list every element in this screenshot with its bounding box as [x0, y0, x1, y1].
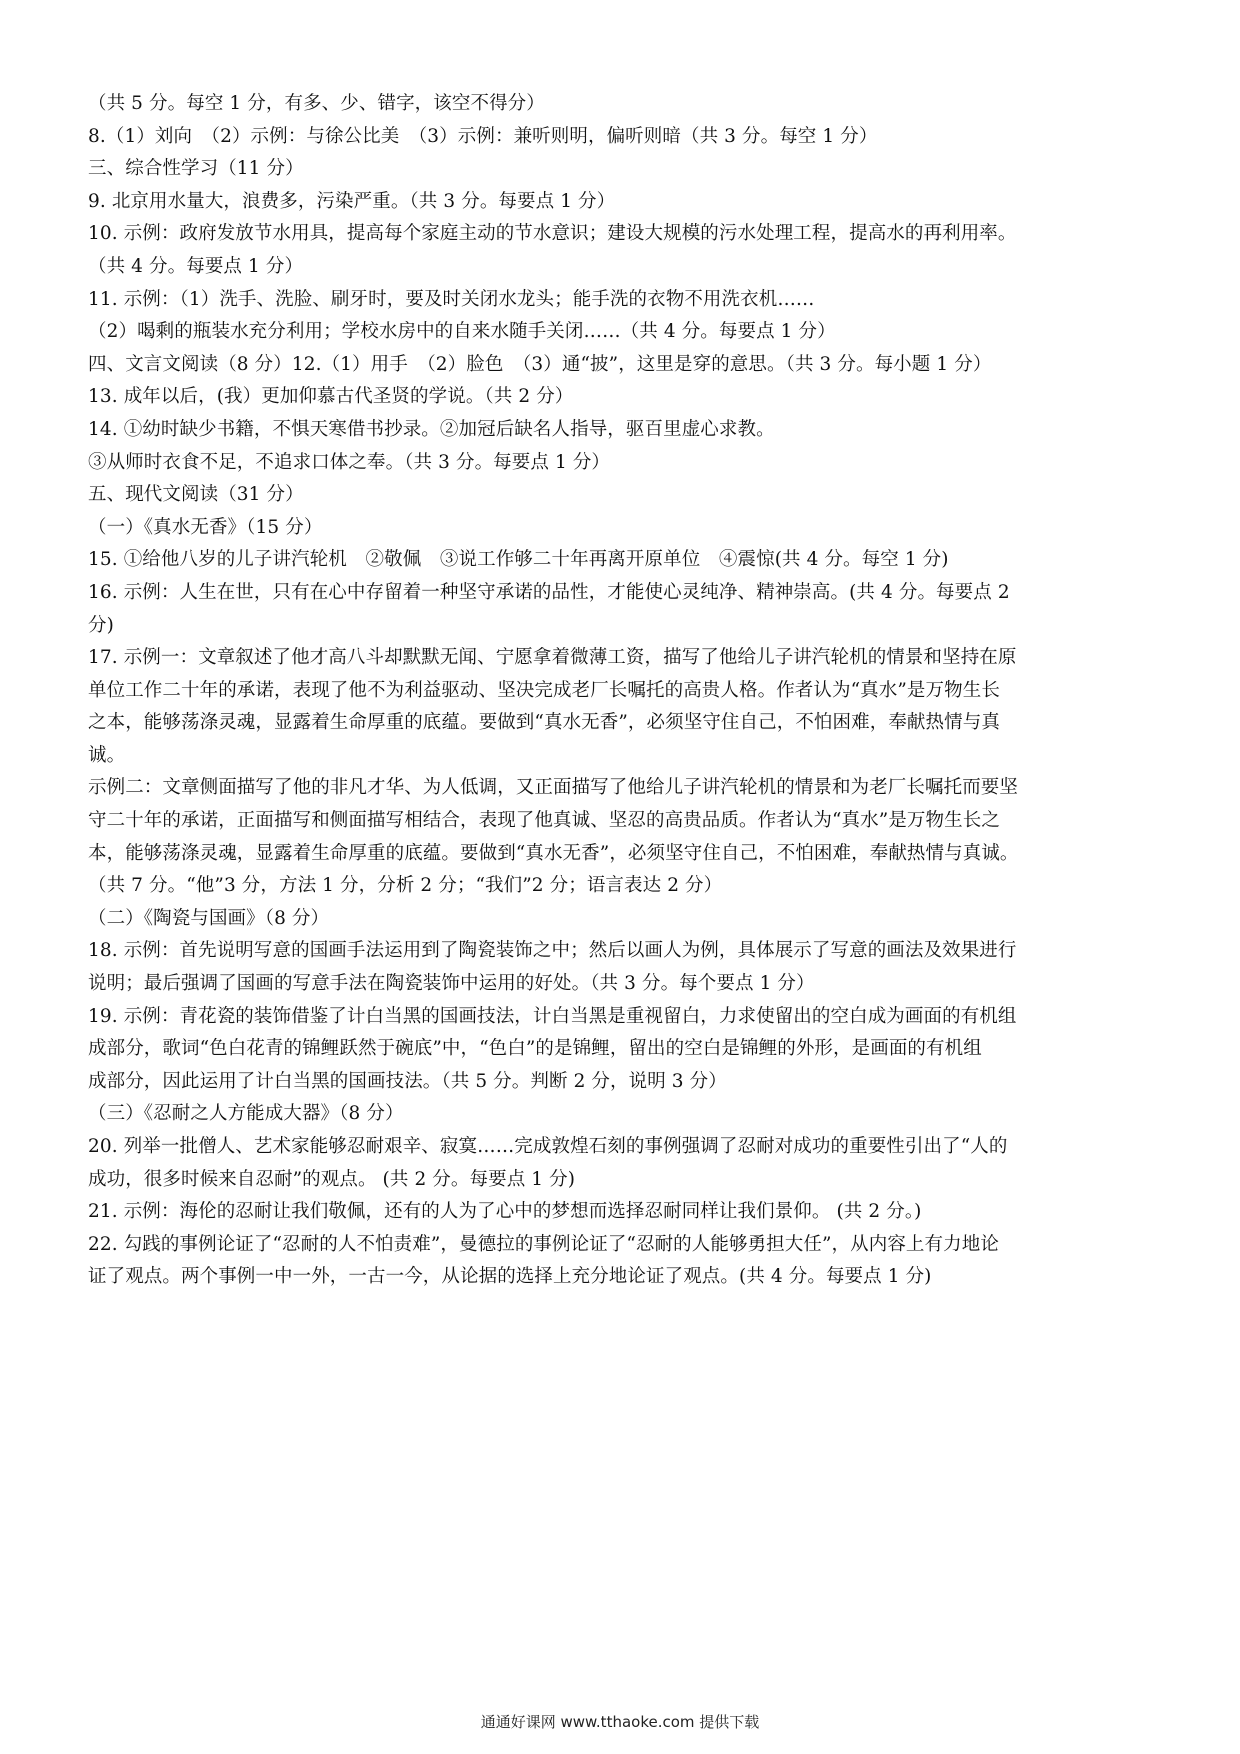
text-line: 10. 示例：政府发放节水用具，提高每个家庭主动的节水意识；建设大规模的污水处理工程，提高水的再利用率。 [88, 223, 1017, 245]
text-line: 16. 示例：人生在世，只有在心中存留着一种坚守承诺的品性，才能使心灵纯净、精神崇高。(共 4 分。每要点 2 [88, 581, 1010, 603]
text-line: 示例二：文章侧面描写了他的非凡才华、为人低调，又正面描写了他给儿子讲汽轮机的情景和为老厂长嘱托而要坚 [88, 777, 1019, 799]
text-line: 成部分，歌词“色白花青的锦鲤跃然于碗底”中，“色白”的是锦鲤，留出的空白是锦鲤的外形，是画面的有机组 [88, 1038, 982, 1060]
page-footer: 通通好课网 www.tthaoke.com 提供下载 [480, 1713, 760, 1731]
text-line: 14. ①幼时缺少书籍，不惧天寒借书抄录。②加冠后缺名人指导，驱百里虚心求教。 [88, 418, 775, 440]
text-line: 守二十年的承诺，正面描写和侧面描写相结合，表现了他真诚、坚忍的高贵品质。作者认为“真水”是万物生长之 [88, 810, 1000, 832]
text-line: 之本，能够荡涤灵魂，显露着生命厚重的底蕴。要做到“真水无香”，必须坚守住自己，不怕困难，奉献热情与真 [88, 712, 1000, 734]
text-line: 15. ①给他八岁的儿子讲汽轮机 ②敬佩 ③说工作够二十年再离开原单位 ④震惊(共 4 分。每空 1 分) [88, 549, 949, 571]
text-line: 成功，很多时候来自忍耐”的观点。 (共 2 分。每要点 1 分) [88, 1168, 576, 1190]
answer-key-body [88, 88, 1146, 1294]
text-line: 单位工作二十年的承诺，表现了他不为利益驱动、坚决完成老厂长嘱托的高贵人格。作者认为“真水”是万物生长 [88, 679, 1000, 701]
text-line: 19. 示例：青花瓷的装饰借鉴了计白当黑的国画技法，计白当黑是重视留白，力求使留出的空白成为画面的有机组 [88, 1005, 1017, 1027]
text-line: 13. 成年以后，(我）更加仰慕古代圣贤的学说。（共 2 分） [88, 386, 574, 408]
text-line: （共 4 分。每要点 1 分） [88, 255, 304, 277]
text-line: 分) [88, 614, 114, 636]
section-heading: 五、现代文阅读（31 分） [88, 484, 304, 506]
text-line: 21. 示例：海伦的忍耐让我们敬佩，还有的人为了心中的梦想而选择忍耐同样让我们景仰。 (共 2 分。) [88, 1201, 922, 1223]
text-line: 9. 北京用水量大，浪费多，污染严重。（共 3 分。每要点 1 分） [88, 190, 616, 212]
text-line: （2）喝剩的瓶装水充分利用；学校水房中的自来水随手关闭……（共 4 分。每要点 1 分） [88, 321, 836, 343]
text-line: 8.（1）刘向 （2）示例：与徐公比美 （3）示例：兼听则明，偏听则暗（共 3 分。每空 1 分） [88, 125, 878, 147]
text-line: 证了观点。两个事例一中一外，一古一今，从论据的选择上充分地论证了观点。(共 4 分。每要点 1 分) [88, 1266, 932, 1288]
text-line: 20. 列举一批僧人、艺术家能够忍耐艰辛、寂寞……完成敦煌石刻的事例强调了忍耐对成功的重要性引出了“人的 [88, 1136, 1008, 1157]
section-heading: 四、文言文阅读（8 分）12.（1）用手 （2）脸色 （3）通“披”，这里是穿的意思。（共 3 分。每小题 1 分） [88, 353, 992, 375]
subsection-heading: （一）《真水无香》（15 分） [88, 516, 323, 538]
section-heading: 三、综合性学习（11 分） [88, 158, 304, 180]
text-line: 17. 示例一：文章叙述了他才高八斗却默默无闻、宁愿拿着微薄工资，描写了他给儿子讲汽轮机的情景和坚持在原 [88, 647, 1017, 669]
text-line: ③从师时衣食不足，不追求口体之奉。（共 3 分。每要点 1 分） [88, 451, 611, 473]
subsection-heading: （二）《陶瓷与国画》（8 分） [88, 907, 330, 929]
text-line: 诚。 [88, 744, 126, 766]
text-line: 成部分，因此运用了计白当黑的国画技法。（共 5 分。判断 2 分，说明 3 分） [88, 1070, 727, 1092]
subsection-heading: （三）《忍耐之人方能成大器》（8 分） [88, 1103, 404, 1125]
text-line: （共 7 分。“他”3 分，方法 1 分，分析 2 分；“我们”2 分；语言表达 2 分） [88, 875, 723, 897]
text-line: 11. 示例：（1）洗手、洗脸、刷牙时，要及时关闭水龙头；能手洗的衣物不用洗衣机…… [88, 288, 815, 310]
text-line: （共 5 分。每空 1 分，有多、少、错字，该空不得分） [88, 93, 545, 114]
text-line: 22. 勾践的事例论证了“忍耐的人不怕责难”，曼德拉的事例论证了“忍耐的人能够勇担大任”，从内容上有力地论 [88, 1233, 999, 1255]
text-line: 本，能够荡涤灵魂，显露着生命厚重的底蕴。要做到“真水无香”，必须坚守住自己，不怕困难，奉献热情与真诚。 [88, 842, 1019, 864]
text-line: 18. 示例：首先说明写意的国画手法运用到了陶瓷装饰之中；然后以画人为例，具体展示了写意的画法及效果进行 [88, 940, 1017, 962]
text-line: 说明；最后强调了国画的写意手法在陶瓷装饰中运用的好处。（共 3 分。每个要点 1 分） [88, 973, 815, 995]
